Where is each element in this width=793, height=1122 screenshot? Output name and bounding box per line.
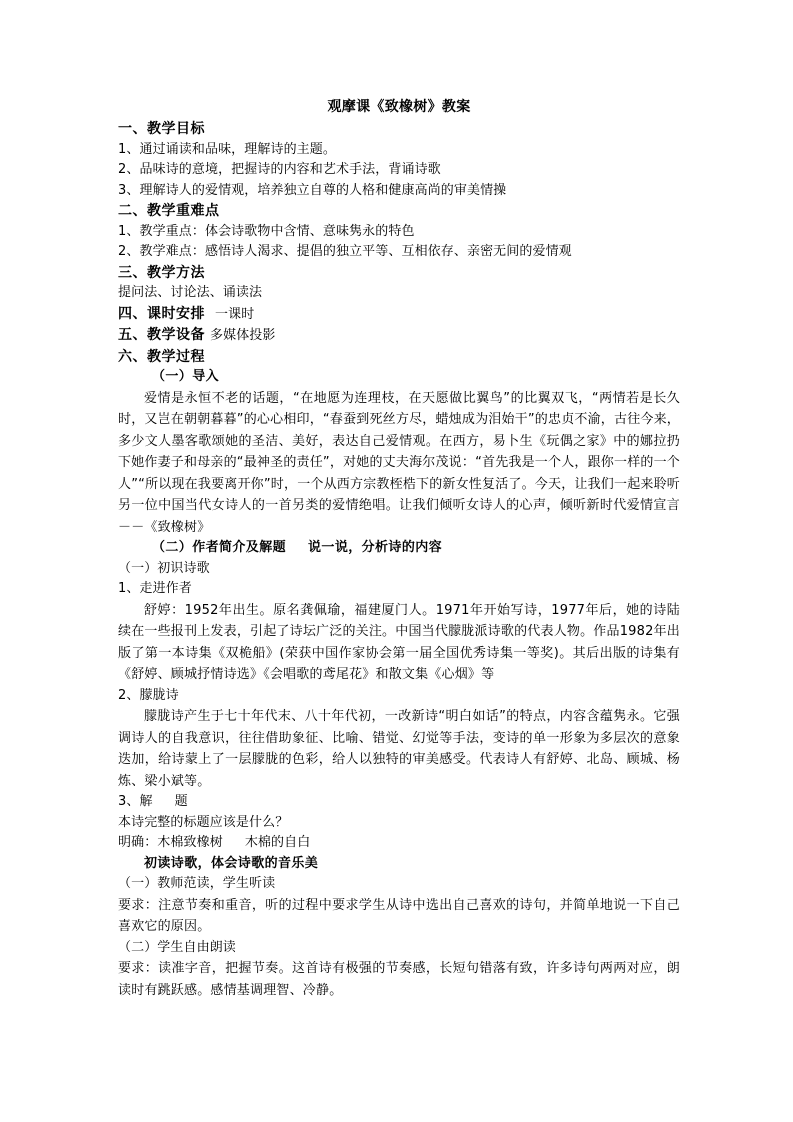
methods-text: 提问法、讨论法、诵读法 [118,285,263,300]
equipment-line [118,325,680,347]
document-page [118,98,680,1001]
section-heading-methods: 三、教学方法 [118,264,205,281]
author-heading-part-a: （二）作者简介及解题 [152,540,287,555]
key-point-item: 2、教学难点：感悟诗人渴求、提倡的独立平等、互相依存、亲密无间的爱情观 [118,244,572,259]
key-point-item: 1、教学重点：体会诗歌物中含情、意味隽永的特色 [118,223,415,239]
student-reading-heading: （二）学生自由朗读 [118,939,236,955]
title-explain-subheading: 3、解 题 [118,794,188,809]
schedule-line [118,304,680,326]
section-heading-key-points: 二、教学重难点 [118,203,220,219]
section-heading-goals: 一、教学目标 [118,121,205,137]
teacher-reading-text: 要求：注意节奏和重音，听的过程中要求学生从诗中选出自己喜欢的诗句，并简单地说一下自己喜欢它的原因。 [118,897,680,934]
author-heading-part-b: 说一说，分析诗的内容 [308,540,443,555]
section-heading-equipment: 五、教学设备 [118,327,205,343]
intro-heading: （一）导入 [152,369,220,384]
author-heading [118,538,680,559]
goal-item: 3、理解诗人的爱情观，培养独立自尊的人格和健康高尚的审美情操 [118,182,507,198]
title-answer: 明确：木棉致橡树 木棉的自白 [118,835,311,850]
author-subheading: 1、走进作者 [118,581,192,596]
section-heading-process: 六、教学过程 [118,348,205,365]
goal-item: 1、通过诵读和品味，理解诗的主题。 [118,141,336,157]
student-reading-text: 要求：读准字音，把握节奏。这首诗有极强的节奏感，长短句错落有致，许多诗句两两对应，朗读时有跳跃感。感情基调理智、冷静。 [118,961,680,998]
section-heading-schedule: 四、课时安排 [118,305,205,322]
intro-paragraph: 爱情是永恒不老的话题，“在地愿为连理枝，在天愿做比翼鸟”的比翼双飞，“两情若是长久时，又岂在朝朝暮暮”的心心相印，“春蚕到死丝方尽，蜡烛成为泪始干”的忠贞不渝，古往今来，多少文人墨客歌颂她的圣洁、美好，表达自己爱情观。在西方，易卜生《玩偶之家》中的娜拉扔下她作妻子和母亲的“最神圣的责任”，对她的丈夫海尔茂说：“首先我是一个人，跟你一样的一个人”“所以现在我要离开你”时，一个从西方宗教桎梏下的新女性复活了。今天，让我们一起来聆听另一位中国当代女诗人的一首另类的爱情绝唱。让我们倾听女诗人的心声，倾听新时代爱情宣言－－《致橡树》 [118,390,681,535]
menglong-paragraph: 朦胧诗产生于七十年代末、八十年代初，一改新诗“明白如话”的特点，内容含蕴隽永。它强调诗人的自我意识，往往借助象征、比喻、错觉、幻觉等手法，变诗的单一形象为多层次的意象迭加，给诗蒙上了一层朦胧的色彩，给人以独特的审美感受。代表诗人有舒婷、北岛、顾城、杨炼、梁小斌等。 [118,709,680,789]
schedule-text: 一课时 [215,306,255,322]
menglong-subheading: 2、朦胧诗 [118,687,179,703]
first-reading-heading: 初读诗歌，体会诗歌的音乐美 [144,855,319,871]
author-paragraph: 舒婷：1952年出生。原名龚佩瑜，福建厦门人。1971年开始写诗，1977年后，她的诗陆续在一些报刊上发表，引起了诗坛广泛的关注。中国当代朦胧派诗歌的代表人物。作品1982年出版了第一本诗集《双桅船》(荣获中国作家协会第一届全国优秀诗集一等奖)。其后出版的诗集有《舒婷、顾城抒情诗选》《会唱歌的鸢尾花》和散文集《心烟》等 [118,602,680,682]
equipment-text: 多媒体投影 [210,328,276,343]
teacher-reading-heading: （一）教师范读，学生听读 [118,876,276,891]
goal-item: 2、品味诗的意境，把握诗的内容和艺术手法，背诵诗歌 [118,162,441,177]
poem-intro-heading: （一）初识诗歌 [118,560,210,576]
title-question: 本诗完整的标题应该是什么？ [118,814,289,830]
page-title: 观摩课《致橡树》教案 [327,99,471,115]
